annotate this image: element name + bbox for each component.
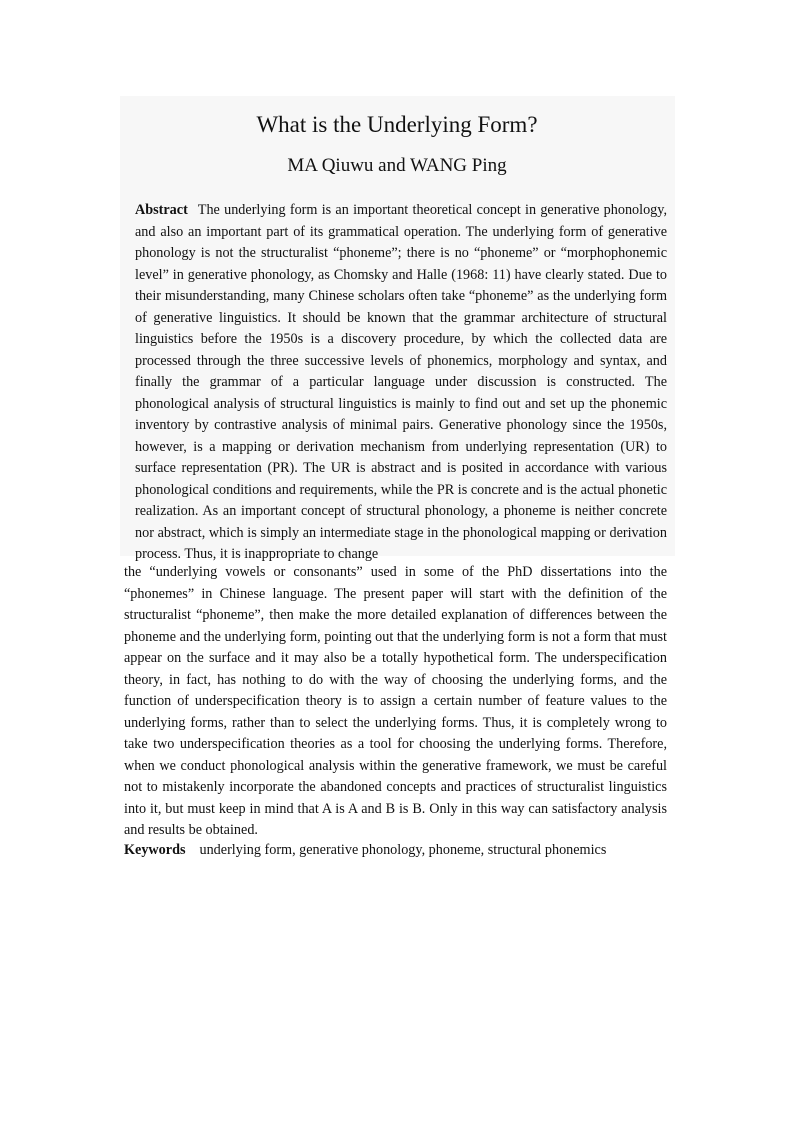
abstract-paragraph <box>135 200 667 566</box>
abstract-text: The underlying form is an important theoretical concept in generative phonology, and also an important part of its grammatical operation. The underlying form of generative phonology is not the structuralist “phoneme”; there is no “phoneme” or “morphophonemic level” in generative phonology, as Chomsky and Halle (1968: 11) have clearly stated. Due to their misunderstanding, many Chinese scholars often take “phoneme” as the underlying form of generative linguistics. It should be known that the grammar architecture of structural linguistics before the 1950s is a discovery procedure, by which the collected data are processed through the three successive levels of phonemics, morphology and syntax, and finally the grammar of a particular language under discussion is constructed. The phonological analysis of structural linguistics is mainly to find out and set up the phonemic inventory by contrastive analysis of minimal pairs. Generative phonology since the 1950s, however, is a mapping or derivation mechanism from underlying representation (UR) to surface representation (PR). The UR is abstract and is posited in accordance with various phonological conditions and requirements, while the PR is concrete and is the actual phonetic realization. As an important concept of structural phonology, a phoneme is neither concrete nor abstract, which is simply an intermediate stage in the phonological mapping or derivation process. Thus, it is inappropriate to change <box>135 202 667 562</box>
abstract-continuation: the “underlying vowels or consonants” used in some of the PhD dissertations into the “phonemes” in Chinese language. The present paper will start with the definition of the structuralist “phoneme”, then make the more detailed explanation of differences between the phoneme and the underlying form, pointing out that the underlying form is not a form that must appear on the surface and it may also be a totally hypothetical form. The underspecification theory, in fact, has nothing to do with the way of choosing the underlying forms, and the function of underspecification theory is to assign a certain number of feature values to the underlying forms, rather than to select the underlying forms. Thus, it is completely wrong to take two underspecification theories as a tool for choosing the underlying forms. Therefore, when we conduct phonological analysis within the generative framework, we must be careful not to mistakenly incorporate the abandoned concepts and practices of structuralist linguistics into it, but must keep in mind that A is A and B is B. Only in this way can satisfactory analysis and results be obtained. <box>124 564 667 838</box>
keywords-line <box>124 840 667 862</box>
keywords-label: Keywords <box>124 842 186 858</box>
abstract-label: Abstract <box>135 202 188 218</box>
keywords-text: underlying form, generative phonology, phoneme, structural phonemics <box>199 842 607 858</box>
paper-title: What is the Underlying Form? <box>256 112 538 137</box>
paper-authors: MA Qiuwu and WANG Ping <box>287 155 507 176</box>
